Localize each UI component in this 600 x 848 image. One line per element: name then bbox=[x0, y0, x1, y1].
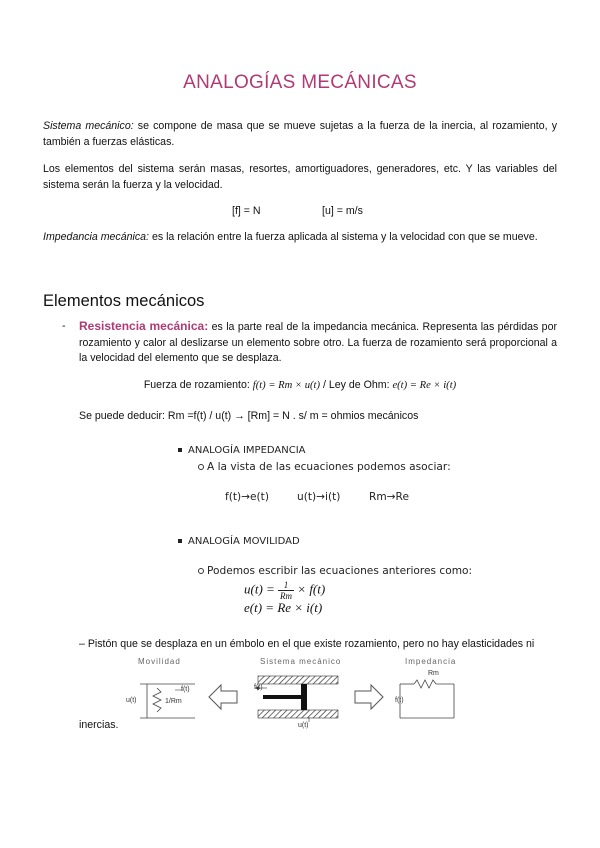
page-title: ANALOGÍAS MECÁNICAS bbox=[183, 72, 417, 93]
section-heading: Elementos mecánicos bbox=[43, 292, 205, 310]
term-sistema-mecanico: Sistema mecánico: bbox=[43, 120, 134, 132]
piston-text: – Pistón que se desplaza en un émbolo en el que existe rozamiento, pero no hay elasticidades ni bbox=[79, 638, 535, 650]
eq-separator: / bbox=[320, 379, 329, 391]
arrow-right-icon bbox=[354, 683, 384, 711]
mobility-eq1-lhs: u(t) = bbox=[244, 581, 279, 597]
fig-sistema-f-label: f(t) bbox=[254, 684, 263, 691]
def-sistema-mecanico: se compone de masa que se mueve sujetas a la fuerza de la inercia, al rozamiento, y también a fuerzas elásticas. bbox=[43, 120, 557, 148]
mobility-eq-1 bbox=[244, 580, 325, 601]
mobility-heading bbox=[178, 536, 300, 547]
mobility-eq1-rhs: × f(t) bbox=[294, 581, 326, 597]
def-impedancia: es la relación entre la fuerza aplicada al sistema y la velocidad con que se mueve. bbox=[149, 231, 538, 243]
assoc-2: u(t)→i(t) bbox=[297, 491, 341, 503]
impedance-sub bbox=[198, 461, 451, 473]
eq-label-friction: Fuerza de rozamiento: bbox=[143, 379, 253, 391]
fig-ut-label: u(t) bbox=[298, 722, 309, 729]
list-dash: - bbox=[62, 320, 66, 332]
unit-velocity: [u] = m/s bbox=[322, 205, 363, 217]
impedance-heading bbox=[178, 445, 306, 456]
label-movilidad: Movilidad bbox=[138, 657, 181, 666]
deduce-line: Se puede deducir: Rm =f(t) / u(t) → [Rm] = N . s/ m = ohmios mecánicos bbox=[79, 410, 419, 422]
impedance-sub-text: A la vista de las ecuaciones podemos asociar: bbox=[207, 461, 451, 473]
fig-rm2-label: Rm bbox=[428, 670, 439, 677]
circle-bullet-icon bbox=[198, 464, 204, 470]
mobility-eq-2: e(t) = Re × i(t) bbox=[244, 600, 323, 615]
mobility-heading-text: ANALOGÍA MOVILIDAD bbox=[188, 536, 300, 547]
fraction-den: Rm bbox=[280, 591, 293, 601]
eq-friction: f(t) = Rm × u(t) bbox=[252, 380, 321, 391]
term-impedancia: Impedancia mecánica: bbox=[43, 231, 149, 243]
fig-u-label: u(t) bbox=[126, 697, 137, 704]
fig-imp-f-label: f(t) bbox=[395, 697, 404, 704]
mobility-sub bbox=[198, 565, 472, 577]
unit-force: [f] = N bbox=[232, 205, 261, 217]
eq-label-ohm: Ley de Ohm: bbox=[328, 379, 393, 391]
eq-ohm: e(t) = Re × i(t) bbox=[392, 380, 457, 391]
assoc-3: Rm→Re bbox=[369, 491, 409, 503]
piston-system-diagram bbox=[253, 670, 343, 726]
mobility-sub-text: Podemos escribir las ecuaciones anteriores como: bbox=[207, 565, 473, 577]
circle-bullet-icon bbox=[198, 568, 204, 574]
bullet-icon bbox=[178, 448, 182, 452]
label-sistema: Sistema mecánico bbox=[260, 657, 342, 666]
fig-rm-label: 1/Rm bbox=[165, 698, 182, 705]
intro-paragraph-2: Los elementos del sistema serán masas, resortes, amortiguadores, generadores, etc. Y las variables del sistema serán la fuerza y la velocidad. bbox=[43, 163, 557, 191]
term-resistencia: Resistencia mecánica: bbox=[79, 319, 209, 333]
impedance-heading-text: ANALOGÍA IMPEDANCIA bbox=[188, 445, 306, 456]
intro-paragraph-1 bbox=[43, 119, 557, 150]
equation-line bbox=[0, 379, 600, 391]
resistencia-paragraph bbox=[79, 319, 557, 367]
arrow-left-icon bbox=[208, 683, 238, 711]
intro-paragraph-3 bbox=[43, 230, 557, 246]
assoc-1: f(t)→e(t) bbox=[225, 491, 269, 503]
fraction-num: 1 bbox=[278, 580, 294, 591]
bullet-icon bbox=[178, 539, 182, 543]
piston-text-end: inercias. bbox=[79, 719, 119, 731]
def-resistencia: es la parte real de la impedancia mecánica. Representa las pérdidas por rozamiento y calor al deslizarse un elemento sobre otro. La fuerza de rozamiento será proporcional a la velocidad del elemento que se desplaza. bbox=[79, 321, 557, 364]
label-impedancia: Impedancia bbox=[405, 657, 457, 666]
fig-f-label: f(t) bbox=[181, 686, 190, 693]
mobility-eq1-fraction bbox=[278, 580, 294, 601]
